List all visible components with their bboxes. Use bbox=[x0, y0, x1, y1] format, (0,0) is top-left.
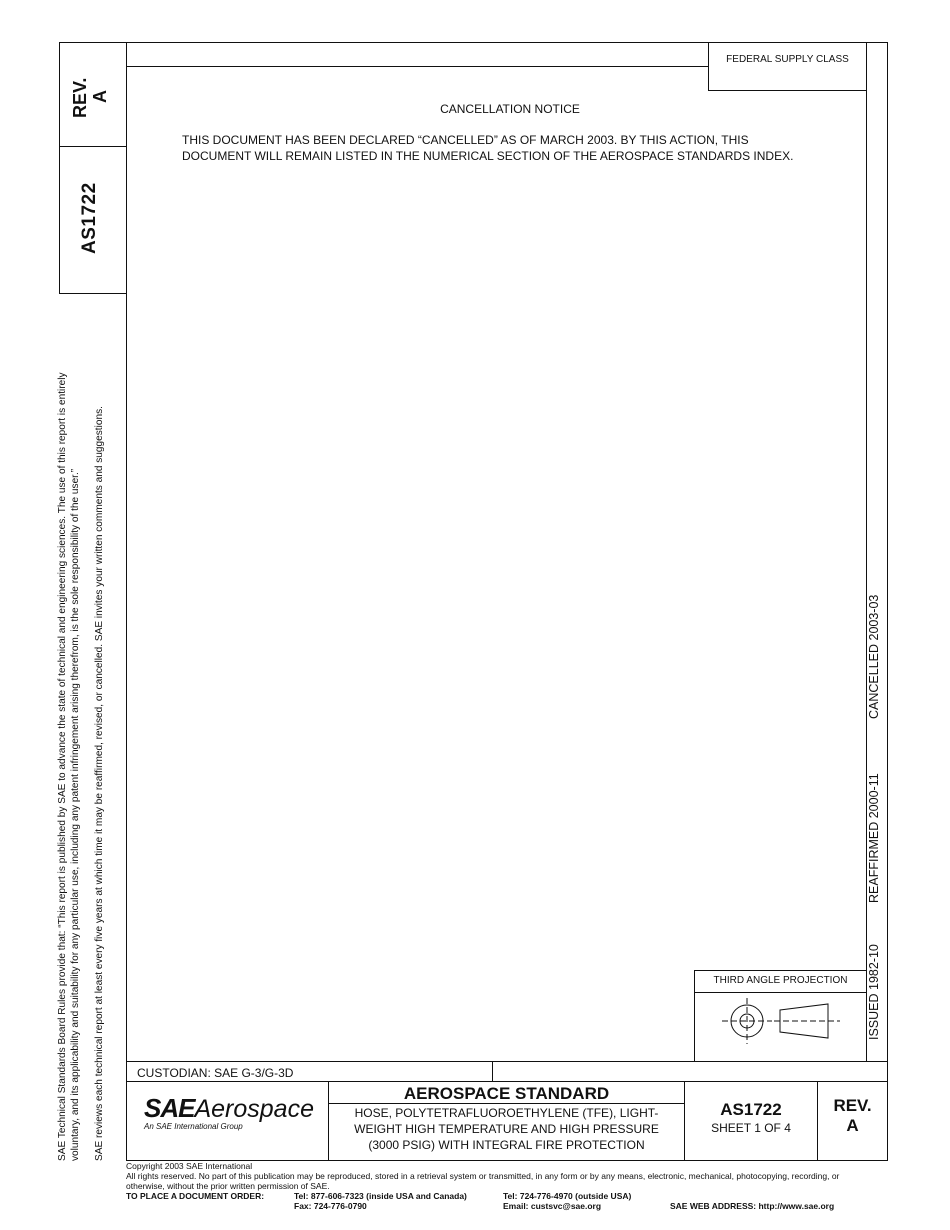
order-label: TO PLACE A DOCUMENT ORDER: bbox=[126, 1191, 265, 1201]
title-doc-number: AS1722 bbox=[720, 1100, 782, 1119]
left-doc-number: AS1722 bbox=[79, 182, 100, 254]
rights-line1: All rights reserved. No part of this publication may be reproduced, stored in a retrieval system or transmitted, in any form or by any means, electronic, mechanical, photocopying, recording, or bbox=[126, 1171, 840, 1181]
custodian: CUSTODIAN: SAE G-3/G-3D bbox=[137, 1066, 294, 1080]
notice-title: CANCELLATION NOTICE bbox=[440, 102, 580, 116]
logo-sae-text: SAE bbox=[144, 1093, 195, 1123]
description-line3: (3000 PSIG) WITH INTEGRAL FIRE PROTECTION bbox=[368, 1138, 645, 1152]
title-rev-value: A bbox=[846, 1116, 859, 1135]
description-line1: HOSE, POLYTETRAFLUOROETHYLENE (TFE), LIGHT- bbox=[354, 1106, 659, 1120]
sae-aerospace-logo bbox=[144, 1093, 314, 1124]
order-tel-outside: Tel: 724-776-4970 (outside USA) bbox=[503, 1191, 632, 1201]
third-angle-projection-icon bbox=[718, 996, 842, 1046]
rights-line2: otherwise, without the prior written permission of SAE. bbox=[126, 1181, 330, 1191]
title-rev-label: REV. bbox=[833, 1096, 872, 1115]
left-rev-label: REV. bbox=[70, 77, 90, 118]
notice-line1: THIS DOCUMENT HAS BEEN DECLARED “CANCELLED” AS OF MARCH 2003. BY THIS ACTION, THIS bbox=[182, 133, 749, 147]
left-rev-value: A bbox=[90, 90, 110, 103]
reaffirmed-date: REAFFIRMED 2000-11 bbox=[867, 773, 881, 903]
projection-label: THIRD ANGLE PROJECTION bbox=[713, 975, 848, 986]
side-note-line3: SAE reviews each technical report at least every five years at which time it may be reaffirmed, revised, or cancelled. SAE invites your written comments and suggestions. bbox=[94, 406, 105, 1161]
copyright: Copyright 2003 SAE International bbox=[126, 1161, 253, 1171]
side-note-line1: SAE Technical Standards Board Rules provide that: “This report is published by SAE to advance the state of technical and engineering sciences. The use of this report is entirely bbox=[57, 372, 68, 1161]
description-line2: WEIGHT HIGH TEMPERATURE AND HIGH PRESSURE bbox=[354, 1122, 659, 1136]
side-note-line2: voluntary, and its applicability and suitability for any particular use, including any patent infringement arising therefrom, is the sole responsibility of the user.” bbox=[70, 468, 81, 1161]
order-fax: Fax: 724-776-0790 bbox=[294, 1201, 367, 1211]
sheet-number: SHEET 1 OF 4 bbox=[711, 1121, 791, 1135]
order-tel-usa: Tel: 877-606-7323 (inside USA and Canada) bbox=[294, 1191, 467, 1201]
notice-line2: DOCUMENT WILL REMAIN LISTED IN THE NUMERICAL SECTION OF THE AEROSPACE STANDARDS INDEX. bbox=[182, 149, 794, 163]
logo-subtitle: An SAE International Group bbox=[144, 1122, 243, 1131]
logo-aerospace-text: Aerospace bbox=[194, 1095, 314, 1123]
federal-supply-class: FEDERAL SUPPLY CLASS bbox=[726, 54, 849, 65]
cancelled-date: CANCELLED 2003-03 bbox=[867, 594, 881, 719]
issued-date: ISSUED 1982-10 bbox=[867, 944, 881, 1040]
sae-web-address: SAE WEB ADDRESS: http://www.sae.org bbox=[670, 1201, 835, 1211]
order-email: Email: custsvc@sae.org bbox=[503, 1201, 602, 1211]
standard-title: AEROSPACE STANDARD bbox=[403, 1084, 610, 1103]
